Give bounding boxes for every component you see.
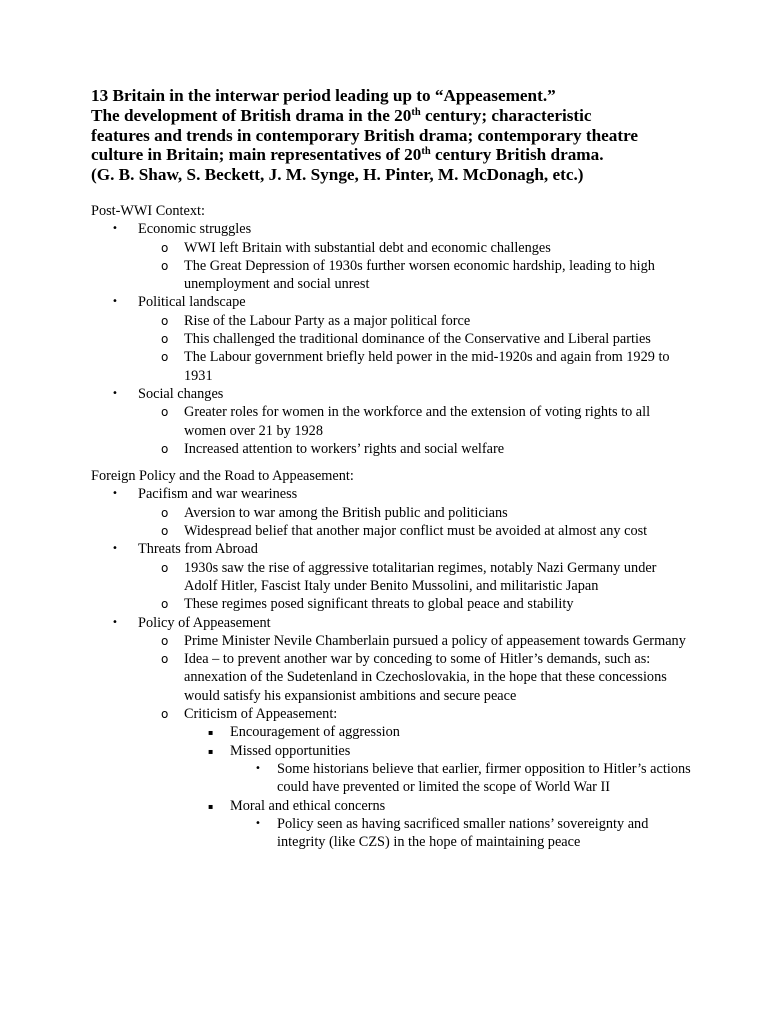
circle-bullet-icon: o bbox=[161, 441, 169, 456]
list-item: ▪ Moral and ethical concerns bbox=[91, 797, 691, 815]
section-title-post-wwi: Post-WWI Context: bbox=[91, 203, 205, 219]
heading-line: features and trends in contemporary British drama; contemporary theatre bbox=[91, 125, 639, 145]
circle-bullet-icon: o bbox=[161, 350, 169, 365]
sub-list bbox=[91, 239, 691, 294]
bullet-list bbox=[91, 540, 691, 558]
heading-line: 13 Britain in the interwar period leading up to “Appeasement.” bbox=[91, 86, 556, 105]
circle-bullet-icon: o bbox=[161, 707, 169, 722]
document-body bbox=[91, 202, 691, 851]
bullet-icon: • bbox=[255, 817, 261, 829]
bullet-icon: • bbox=[112, 387, 118, 399]
heading-line: (G. B. Shaw, S. Beckett, J. M. Synge, H. Pinter, M. McDonagh, etc.) bbox=[91, 165, 584, 185]
list-item: ▪ Missed opportunities bbox=[91, 742, 691, 760]
sub-list bbox=[91, 559, 691, 614]
circle-bullet-icon: o bbox=[161, 405, 169, 420]
list-item: • Economic struggles bbox=[112, 221, 252, 238]
sub-list bbox=[91, 403, 691, 458]
sub-list bbox=[91, 504, 691, 541]
list-item: ▪ Encouragement of aggression bbox=[91, 723, 691, 741]
circle-bullet-icon: o bbox=[161, 633, 169, 648]
ordinal-suffix: th bbox=[411, 106, 421, 118]
list-item: • Policy of Appeasement bbox=[112, 614, 271, 631]
square-bullet-icon: ▪ bbox=[208, 728, 214, 738]
circle-bullet-icon: o bbox=[161, 560, 169, 575]
list-item: o The Labour government briefly held power in the mid-1920s and again from 1929 to 1931 bbox=[161, 349, 670, 384]
section-gap bbox=[91, 458, 691, 467]
circle-bullet-icon: o bbox=[161, 597, 169, 612]
bullet-icon: • bbox=[112, 223, 118, 235]
bullet-icon: • bbox=[255, 762, 261, 774]
circle-bullet-icon: o bbox=[161, 524, 169, 539]
document-heading bbox=[91, 86, 731, 185]
circle-bullet-icon: o bbox=[161, 258, 169, 273]
list-item: • Pacifism and war weariness bbox=[112, 486, 298, 503]
list-item: • Social changes bbox=[112, 385, 224, 402]
section-title-foreign-policy: Foreign Policy and the Road to Appeasement: bbox=[91, 468, 354, 485]
ordinal-suffix: th bbox=[421, 146, 431, 158]
sub-list bbox=[91, 312, 691, 385]
list-item: o Rise of the Labour Party as a major political force bbox=[161, 312, 471, 329]
sub-sub-list bbox=[91, 723, 691, 760]
list-item: o These regimes posed significant threats to global peace and stability bbox=[161, 596, 574, 613]
list-item: o Greater roles for women in the workforce and the extension of voting rights to all women over 21 by 1928 bbox=[161, 404, 651, 439]
bullet-icon: • bbox=[112, 616, 118, 628]
list-item: o Increased attention to workers’ rights and social welfare bbox=[161, 440, 505, 457]
bullet-icon: • bbox=[112, 296, 118, 308]
sub-list bbox=[91, 632, 691, 723]
heading-line: The development of British drama in the 20th century; characteristic bbox=[91, 105, 592, 125]
list-item: o WWI left Britain with substantial debt and economic challenges bbox=[161, 239, 551, 256]
bullet-list bbox=[91, 293, 691, 311]
list-item: o The Great Depression of 1930s further worsen economic hardship, leading to high unemployment and social unrest bbox=[161, 257, 655, 293]
bullet-icon: • bbox=[112, 543, 118, 555]
circle-bullet-icon: o bbox=[161, 505, 169, 520]
bullet-icon: • bbox=[112, 488, 118, 500]
heading-line: culture in Britain; main representatives of 20th century British drama. bbox=[91, 145, 604, 165]
list-item: • Threats from Abroad bbox=[112, 541, 258, 558]
list-item: o Widespread belief that another major conflict must be avoided at almost any cost bbox=[161, 523, 648, 540]
bullet-list bbox=[91, 220, 691, 238]
list-item: o Prime Minister Nevile Chamberlain pursued a policy of appeasement towards Germany bbox=[161, 632, 686, 649]
list-item: • Policy seen as having sacrificed smaller nations’ sovereignty and integrity (like CZS) in the hope of maintaining peace bbox=[255, 815, 649, 851]
circle-bullet-icon: o bbox=[161, 652, 169, 667]
detail-list bbox=[91, 815, 691, 852]
bullet-list bbox=[91, 385, 691, 403]
list-item: o This challenged the traditional dominance of the Conservative and Liberal parties bbox=[161, 331, 651, 348]
list-item: • Political landscape bbox=[112, 294, 246, 311]
list-item: o Criticism of Appeasement: bbox=[161, 706, 338, 723]
detail-list bbox=[91, 760, 691, 797]
sub-sub-list bbox=[91, 797, 691, 815]
square-bullet-icon: ▪ bbox=[208, 801, 214, 811]
square-bullet-icon: ▪ bbox=[208, 746, 214, 756]
bullet-list bbox=[91, 614, 691, 632]
circle-bullet-icon: o bbox=[161, 240, 169, 255]
list-item: • Some historians believe that earlier, firmer opposition to Hitler’s actions could have prevented or limited the scope of World War II bbox=[255, 760, 691, 796]
list-item: o Aversion to war among the British public and politicians bbox=[161, 504, 508, 521]
circle-bullet-icon: o bbox=[161, 332, 169, 347]
list-item: o 1930s saw the rise of aggressive totalitarian regimes, notably Nazi Germany under Adolf Hitler, Fascist Italy under Benito Mussolini, and militaristic Japan bbox=[161, 559, 657, 594]
bullet-list bbox=[91, 485, 691, 503]
circle-bullet-icon: o bbox=[161, 313, 169, 328]
list-item: o Idea – to prevent another war by conceding to some of Hitler’s demands, such as: annexation of the Sudetenland in Czechoslovakia, in the hope that these concessions would satisfy his expansionist ambitions and secure peace bbox=[161, 651, 667, 704]
